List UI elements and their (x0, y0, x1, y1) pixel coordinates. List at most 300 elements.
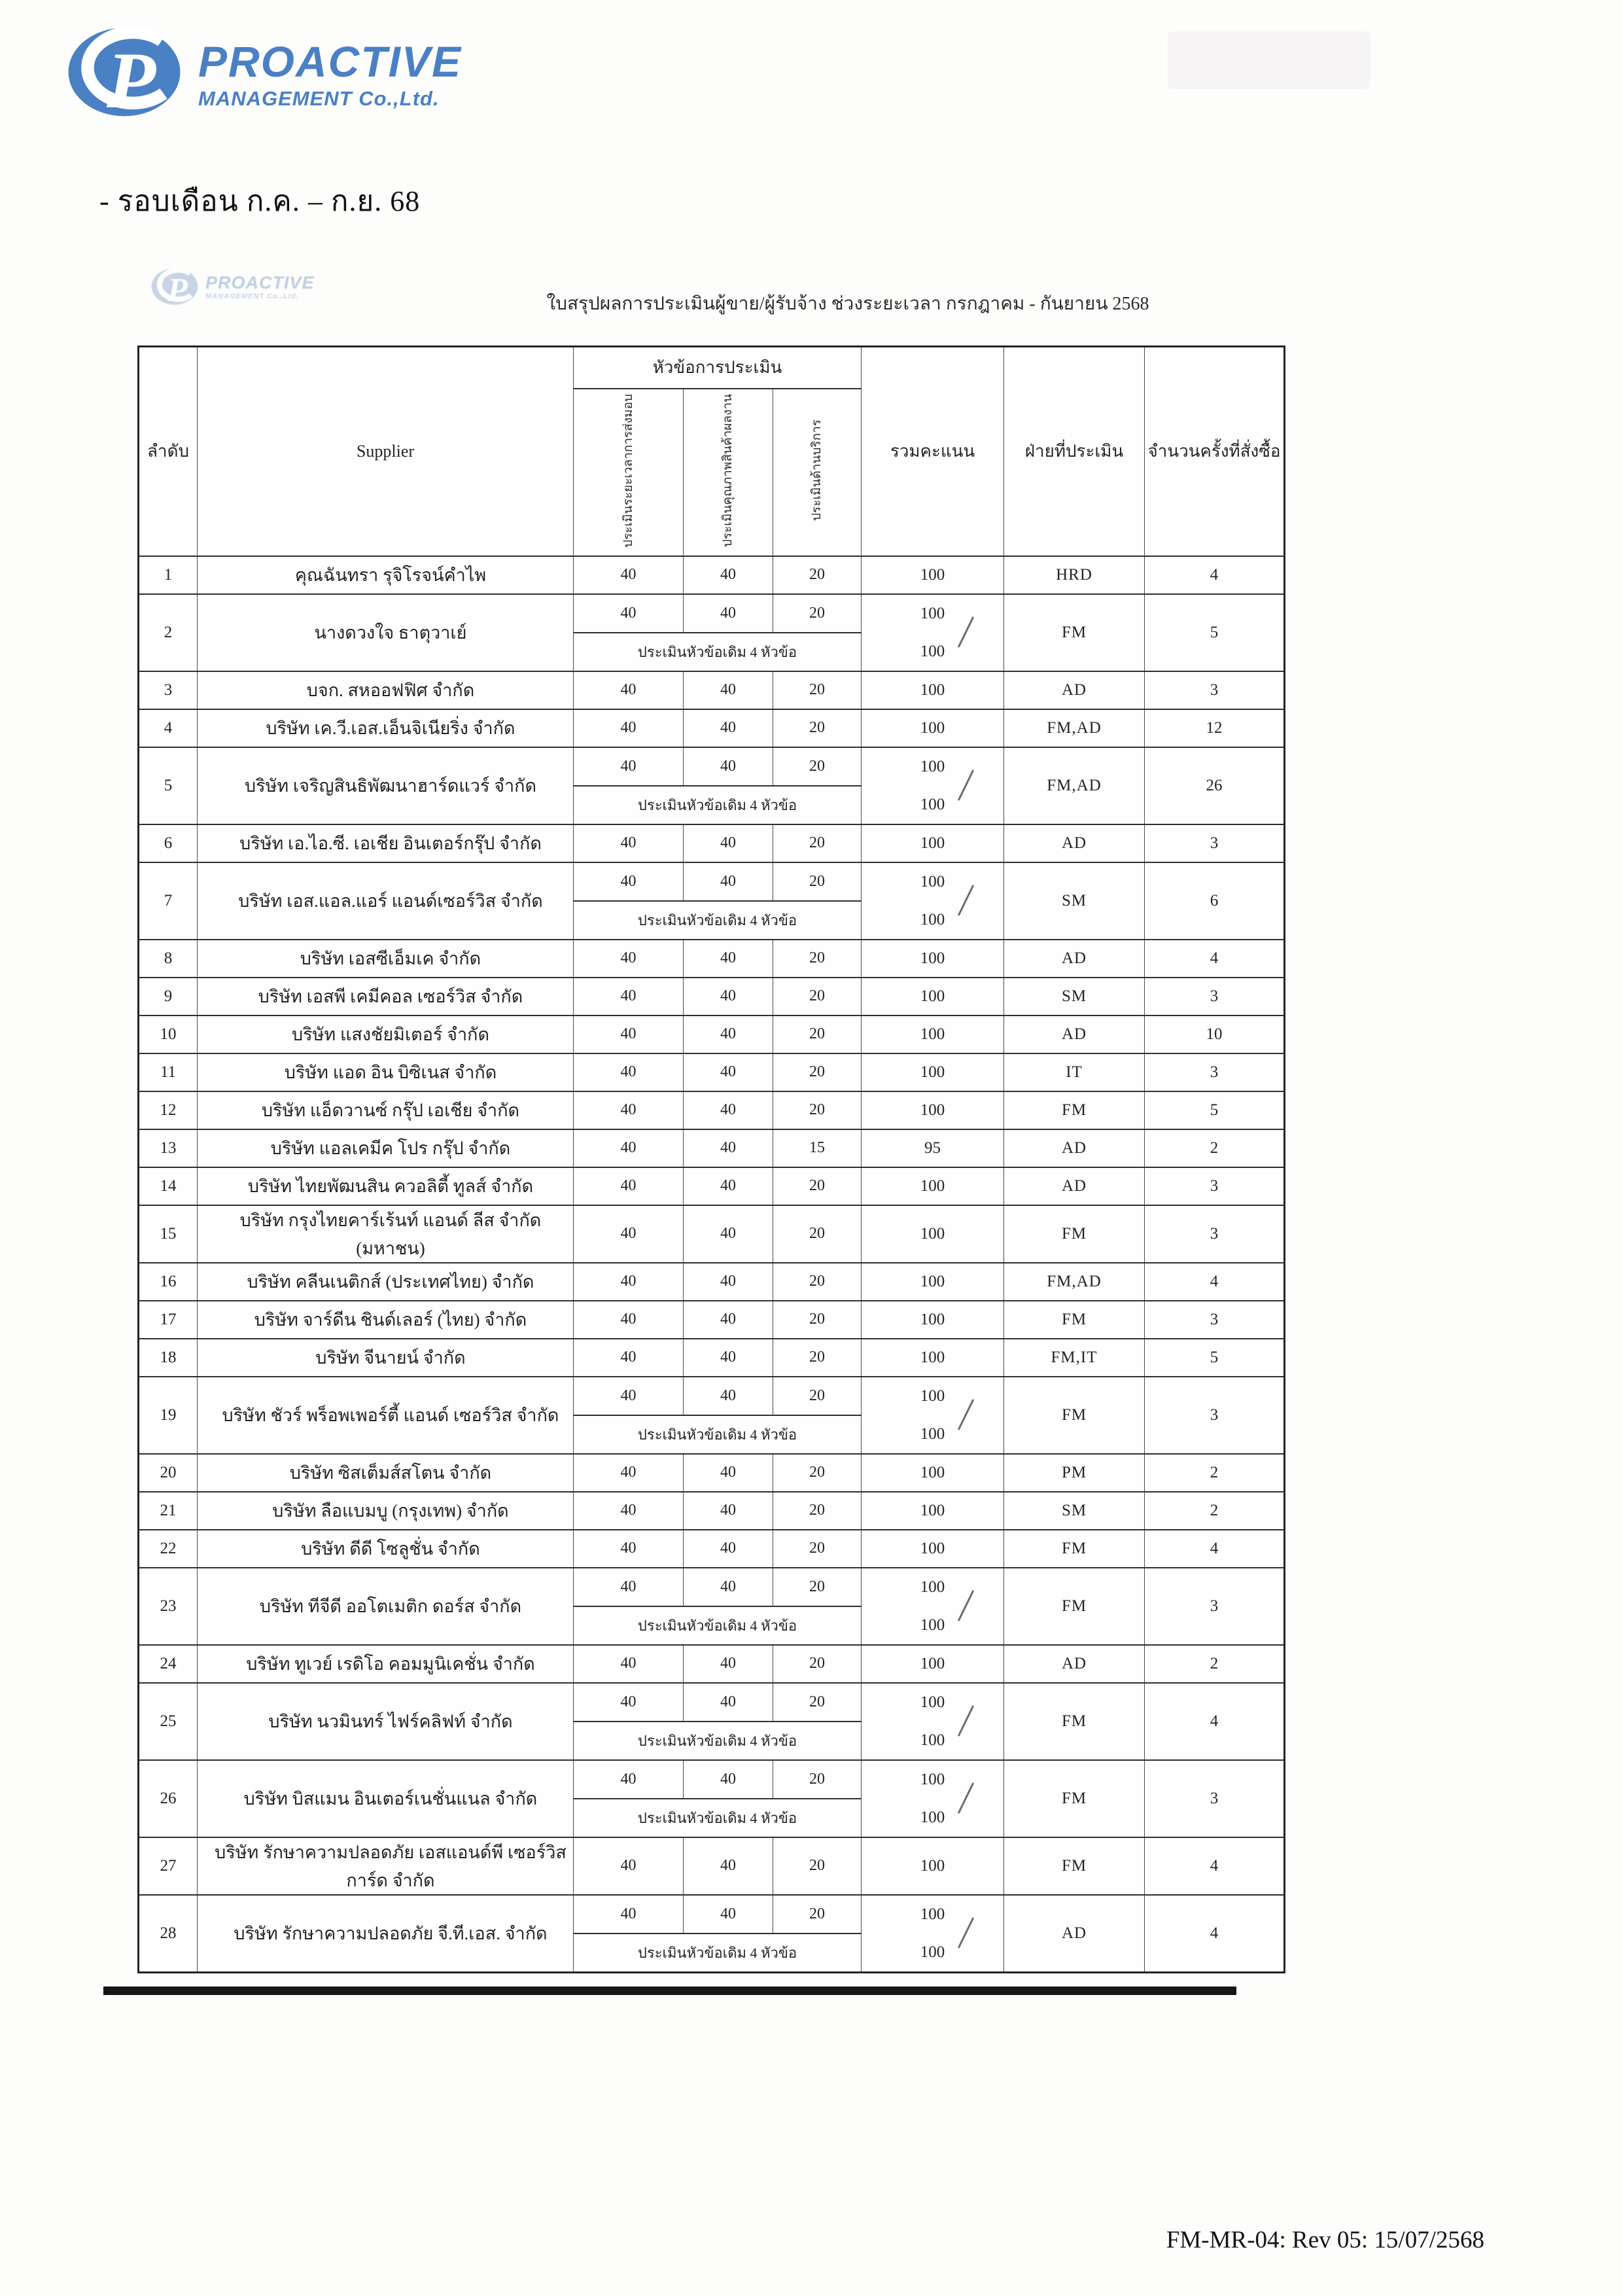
row-number: 7 (139, 862, 198, 940)
total-score-first: 100 (920, 1693, 945, 1711)
logo-name-text: PROACTIVE (198, 37, 462, 86)
row-number: 1 (139, 556, 198, 594)
purchase-count: 3 (1145, 1167, 1285, 1205)
purchase-count: 2 (1145, 1454, 1285, 1492)
header-evaluation-topics-group: หัวข้อการประเมิน (574, 347, 862, 389)
score-quality: 40 (684, 671, 773, 709)
evaluating-department: FM,AD (1004, 709, 1145, 747)
supplier-name: บริษัท รักษาความปลอดภัย เอสแอนด์พี เซอร์วิส การ์ด จำกัด (198, 1837, 574, 1895)
score-service: 20 (773, 1530, 862, 1568)
purchase-count: 3 (1145, 1301, 1285, 1339)
total-score-first: 100 (920, 872, 945, 891)
purchase-count: 4 (1145, 556, 1285, 594)
supplier-name: บริษัท รักษาความปลอดภัย จี.ที.เอส. จำกัด (198, 1895, 574, 1973)
table-row (139, 1016, 1285, 1053)
purchase-count: 3 (1145, 671, 1285, 709)
score-quality: 40 (684, 1837, 773, 1895)
purchase-count: 4 (1145, 1530, 1285, 1568)
evaluating-department: FM,AD (1004, 747, 1145, 824)
total-score-first: 100 (920, 757, 945, 775)
table-row (139, 824, 1285, 862)
score-quality: 40 (684, 1016, 773, 1053)
row-number: 11 (139, 1053, 198, 1091)
score-delivery: 40 (574, 1129, 684, 1167)
header-total-score: รวมคะแนน (862, 347, 1004, 556)
table-row (139, 1091, 1285, 1129)
total-score: 100 (862, 1837, 1004, 1895)
row-number: 21 (139, 1492, 198, 1530)
total-score: 100 (862, 1205, 1004, 1263)
total-score-cell (862, 594, 1004, 671)
supplier-name: บริษัท เอส.แอล.แอร์ แอนด์เซอร์วิส จำกัด (198, 862, 574, 940)
supplier-name: บริษัท ดีดี โซลูชั่น จำกัด (198, 1530, 574, 1568)
supplier-name: บริษัท แสงชัยมิเตอร์ จำกัด (198, 1016, 574, 1053)
score-delivery: 40 (574, 1492, 684, 1530)
table-body (139, 556, 1285, 1973)
row-number: 27 (139, 1837, 198, 1895)
logo-subtitle-text: MANAGEMENT Co.,Ltd. (198, 86, 440, 110)
purchase-count: 3 (1145, 1053, 1285, 1091)
score-service: 15 (773, 1129, 862, 1167)
table-row (139, 747, 1285, 786)
supplier-name: บริษัท แอด อิน บิซิเนส จำกัด (198, 1053, 574, 1091)
supplier-name: บริษัท แอ็ดวานซ์ กรุ๊ป เอเชีย จำกัด (198, 1091, 574, 1129)
score-service: 20 (773, 1301, 862, 1339)
total-score-first: 100 (920, 604, 945, 622)
row-number: 28 (139, 1895, 198, 1973)
total-score-first: 100 (920, 1386, 945, 1405)
score-service: 20 (773, 1053, 862, 1091)
svg-text:P: P (107, 35, 156, 125)
table-row (139, 862, 1285, 901)
purchase-count: 10 (1145, 1016, 1285, 1053)
purchase-count: 4 (1145, 1837, 1285, 1895)
score-quality: 40 (684, 1568, 773, 1606)
repeat-evaluation-note: ประเมินหัวข้อเดิม 4 หัวข้อ (574, 901, 862, 940)
total-score-second: 100 (920, 1943, 945, 1961)
row-number: 16 (139, 1263, 198, 1301)
total-score-second: 100 (920, 1808, 945, 1826)
supplier-name: บริษัท เอ.ไอ.ซี. เอเชีย อินเตอร์กรุ๊ป จำกัด (198, 824, 574, 862)
purchase-count: 3 (1145, 978, 1285, 1016)
faded-logo-subtitle-text: MANAGEMENT Co.,Ltd. (205, 292, 300, 300)
score-service: 20 (773, 1263, 862, 1301)
total-score: 100 (862, 824, 1004, 862)
supplier-evaluation-table (137, 345, 1285, 1973)
row-number: 5 (139, 747, 198, 824)
score-quality: 40 (684, 556, 773, 594)
supplier-name: บริษัท เค.วี.เอส.เอ็นจิเนียริ่ง จำกัด (198, 709, 574, 747)
row-number: 22 (139, 1530, 198, 1568)
document-reference: FM-MR-04: Rev 05: 15/07/2568 (1166, 2227, 1484, 2253)
repeat-evaluation-note: ประเมินหัวข้อเดิม 4 หัวข้อ (574, 1799, 862, 1837)
score-quality: 40 (684, 1377, 773, 1415)
score-quality: 40 (684, 594, 773, 633)
purchase-count: 4 (1145, 1683, 1285, 1760)
table-header (139, 347, 1285, 556)
purchase-count: 3 (1145, 1377, 1285, 1454)
score-service: 20 (773, 940, 862, 978)
score-delivery: 40 (574, 1760, 684, 1799)
score-quality: 40 (684, 709, 773, 747)
evaluating-department: FM (1004, 1760, 1145, 1837)
total-score-cell (862, 1568, 1004, 1645)
score-service: 20 (773, 1760, 862, 1799)
score-delivery: 40 (574, 1683, 684, 1722)
score-service: 20 (773, 1377, 862, 1415)
total-score-second: 100 (920, 910, 945, 928)
score-quality: 40 (684, 862, 773, 901)
evaluating-department: FM (1004, 1568, 1145, 1645)
total-score-first: 100 (920, 1905, 945, 1923)
score-service: 20 (773, 1837, 862, 1895)
score-quality: 40 (684, 1760, 773, 1799)
total-score: 100 (862, 1492, 1004, 1530)
score-service: 20 (773, 1205, 862, 1263)
evaluating-department: AD (1004, 940, 1145, 978)
evaluating-department: FM,AD (1004, 1263, 1145, 1301)
bottom-scan-rule (103, 1987, 1236, 1995)
total-score: 100 (862, 556, 1004, 594)
purchase-count: 6 (1145, 862, 1285, 940)
total-score-second: 100 (920, 1424, 945, 1443)
repeat-evaluation-note: ประเมินหัวข้อเดิม 4 หัวข้อ (574, 1934, 862, 1972)
purchase-count: 5 (1145, 1091, 1285, 1129)
evaluating-department: FM (1004, 1205, 1145, 1263)
header-purchase-count: จำนวนครั้งที่สั่งซื้อ (1145, 347, 1285, 556)
total-score-first: 100 (920, 1770, 945, 1788)
form-title-row (137, 262, 1283, 345)
repeat-evaluation-note: ประเมินหัวข้อเดิม 4 หัวข้อ (574, 1606, 862, 1645)
score-quality: 40 (684, 1895, 773, 1934)
supplier-name: คุณฉันทรา รุจิโรจน์คำไพ (198, 556, 574, 594)
table-row (139, 1645, 1285, 1683)
score-quality: 40 (684, 1339, 773, 1377)
table-row (139, 1568, 1285, 1606)
supplier-name: บริษัท ทีจีดี ออโตเมติก ดอร์ส จำกัด (198, 1568, 574, 1645)
supplier-name: บริษัท คลีนเนติกส์ (ประเทศไทย) จำกัด (198, 1263, 574, 1301)
row-number: 19 (139, 1377, 198, 1454)
header-delivery-evaluation (574, 389, 684, 556)
score-delivery: 40 (574, 1301, 684, 1339)
score-service: 20 (773, 1683, 862, 1722)
table-row (139, 556, 1285, 594)
proactive-logo-icon-small (149, 267, 200, 308)
score-service: 20 (773, 1016, 862, 1053)
repeat-evaluation-note: ประเมินหัวข้อเดิม 4 หัวข้อ (574, 1722, 862, 1760)
table-row (139, 978, 1285, 1016)
score-delivery: 40 (574, 1205, 684, 1263)
evaluating-department: SM (1004, 862, 1145, 940)
evaluating-department: SM (1004, 1492, 1145, 1530)
proactive-logo-icon (62, 25, 186, 123)
total-score-second: 100 (920, 795, 945, 813)
repeat-evaluation-note: ประเมินหัวข้อเดิม 4 หัวข้อ (574, 633, 862, 671)
score-delivery: 40 (574, 1837, 684, 1895)
table-row (139, 1129, 1285, 1167)
period-heading: - รอบเดือน ก.ค. – ก.ย. 68 (99, 185, 421, 217)
evaluating-department: FM (1004, 1091, 1145, 1129)
header-evaluating-department: ฝ่ายที่ประเมิน (1004, 347, 1145, 556)
evaluating-department: FM (1004, 1301, 1145, 1339)
faded-stamp-artifact (1168, 31, 1370, 89)
table-row (139, 709, 1285, 747)
score-delivery: 40 (574, 978, 684, 1016)
supplier-name: บริษัท กรุงไทยคาร์เร้นท์ แอนด์ ลีส จำกัด (มหาชน) (198, 1205, 574, 1263)
score-delivery: 40 (574, 1454, 684, 1492)
row-number: 2 (139, 594, 198, 671)
table-row (139, 1167, 1285, 1205)
purchase-count: 4 (1145, 1263, 1285, 1301)
score-service: 20 (773, 1167, 862, 1205)
evaluating-department: AD (1004, 1016, 1145, 1053)
score-service: 20 (773, 671, 862, 709)
total-score: 100 (862, 1454, 1004, 1492)
score-service: 20 (773, 978, 862, 1016)
evaluating-department: FM (1004, 1837, 1145, 1895)
purchase-count: 2 (1145, 1129, 1285, 1167)
total-score: 100 (862, 709, 1004, 747)
purchase-count: 3 (1145, 824, 1285, 862)
row-number: 3 (139, 671, 198, 709)
table-row (139, 1492, 1285, 1530)
total-score: 100 (862, 1263, 1004, 1301)
evaluating-department: IT (1004, 1053, 1145, 1091)
evaluating-department: FM (1004, 1377, 1145, 1454)
row-number: 9 (139, 978, 198, 1016)
supplier-name: บจก. สหออฟฟิศ จำกัด (198, 671, 574, 709)
score-delivery: 40 (574, 1016, 684, 1053)
total-score-cell (862, 1895, 1004, 1973)
evaluating-department: FM (1004, 1683, 1145, 1760)
row-number: 13 (139, 1129, 198, 1167)
score-quality: 40 (684, 824, 773, 862)
score-delivery: 40 (574, 594, 684, 633)
evaluating-department: AD (1004, 1129, 1145, 1167)
row-number: 6 (139, 824, 198, 862)
score-quality: 40 (684, 1645, 773, 1683)
evaluating-department: SM (1004, 978, 1145, 1016)
supplier-name: บริษัท ลือแบมบู (กรุงเทพ) จำกัด (198, 1492, 574, 1530)
score-delivery: 40 (574, 556, 684, 594)
score-quality: 40 (684, 1301, 773, 1339)
score-service: 20 (773, 862, 862, 901)
score-delivery: 40 (574, 1530, 684, 1568)
repeat-evaluation-note: ประเมินหัวข้อเดิม 4 หัวข้อ (574, 1415, 862, 1454)
score-quality: 40 (684, 1492, 773, 1530)
score-delivery: 40 (574, 1895, 684, 1934)
score-quality: 40 (684, 1530, 773, 1568)
row-number: 23 (139, 1568, 198, 1645)
table-row (139, 1895, 1285, 1934)
score-delivery: 40 (574, 1053, 684, 1091)
purchase-count: 2 (1145, 1645, 1285, 1683)
evaluating-department: AD (1004, 671, 1145, 709)
rotated-label-service: ประเมินด้านบริการ (810, 419, 824, 521)
total-score: 100 (862, 1339, 1004, 1377)
score-service: 20 (773, 709, 862, 747)
supplier-name: บริษัท จาร์ดีน ชินด์เลอร์ (ไทย) จำกัด (198, 1301, 574, 1339)
supplier-name: บริษัท เจริญสินธิพัฒนาฮาร์ดแวร์ จำกัด (198, 747, 574, 824)
score-delivery: 40 (574, 940, 684, 978)
score-delivery: 40 (574, 1377, 684, 1415)
supplier-name: บริษัท บิสแมน อินเตอร์เนชั่นแนล จำกัด (198, 1760, 574, 1837)
table-row (139, 1205, 1285, 1263)
table-row (139, 594, 1285, 633)
score-delivery: 40 (574, 1645, 684, 1683)
score-delivery: 40 (574, 709, 684, 747)
total-score: 100 (862, 1301, 1004, 1339)
purchase-count: 5 (1145, 1339, 1285, 1377)
table-row (139, 1837, 1285, 1895)
score-service: 20 (773, 594, 862, 633)
score-quality: 40 (684, 1205, 773, 1263)
total-score: 100 (862, 1167, 1004, 1205)
table-row (139, 1683, 1285, 1722)
score-service: 20 (773, 824, 862, 862)
score-quality: 40 (684, 978, 773, 1016)
supplier-name: บริษัท ซิสเต็มส์สโตน จำกัด (198, 1454, 574, 1492)
evaluation-form (137, 262, 1283, 1995)
evaluating-department: AD (1004, 1167, 1145, 1205)
table-row (139, 1301, 1285, 1339)
purchase-count: 12 (1145, 709, 1285, 747)
purchase-count: 2 (1145, 1492, 1285, 1530)
row-number: 25 (139, 1683, 198, 1760)
rotated-label-quality: ประเมินคุณภาพสินค้าผลงาน (721, 393, 735, 548)
total-score-second: 100 (920, 1616, 945, 1634)
table-row (139, 1530, 1285, 1568)
table-row (139, 1760, 1285, 1799)
score-quality: 40 (684, 1454, 773, 1492)
supplier-name: บริษัท เอสพี เคมีคอล เซอร์วิส จำกัด (198, 978, 574, 1016)
faded-logo-name-text: PROACTIVE (205, 273, 315, 292)
score-quality: 40 (684, 1167, 773, 1205)
table-row (139, 1053, 1285, 1091)
evaluating-department: AD (1004, 1895, 1145, 1973)
supplier-name: บริษัท แอลเคมีค โปร กรุ๊ป จำกัด (198, 1129, 574, 1167)
score-quality: 40 (684, 1091, 773, 1129)
purchase-count: 3 (1145, 1760, 1285, 1837)
total-score-second: 100 (920, 1731, 945, 1749)
evaluating-department: AD (1004, 824, 1145, 862)
score-service: 20 (773, 1568, 862, 1606)
logo-text-block (198, 37, 462, 110)
total-score: 95 (862, 1129, 1004, 1167)
purchase-count: 4 (1145, 940, 1285, 978)
evaluating-department: AD (1004, 1645, 1145, 1683)
row-number: 15 (139, 1205, 198, 1263)
row-number: 18 (139, 1339, 198, 1377)
header-supplier: Supplier (198, 347, 574, 556)
evaluating-department: FM (1004, 1530, 1145, 1568)
total-score: 100 (862, 671, 1004, 709)
total-score-cell (862, 1377, 1004, 1454)
total-score-first: 100 (920, 1578, 945, 1596)
row-number: 4 (139, 709, 198, 747)
score-service: 20 (773, 556, 862, 594)
total-score: 100 (862, 978, 1004, 1016)
form-title: ใบสรุปผลการประเมินผู้ขาย/ผู้รับจ้าง ช่วงระยะเวลา กรกฎาคม - กันยายน 2568 (546, 294, 1149, 314)
supplier-name: บริษัท ทูเวย์ เรดิโอ คอมมูนิเคชั่น จำกัด (198, 1645, 574, 1683)
evaluating-department: HRD (1004, 556, 1145, 594)
score-delivery: 40 (574, 1568, 684, 1606)
score-quality: 40 (684, 1129, 773, 1167)
score-delivery: 40 (574, 671, 684, 709)
score-quality: 40 (684, 940, 773, 978)
score-delivery: 40 (574, 862, 684, 901)
score-service: 20 (773, 1645, 862, 1683)
total-score: 100 (862, 940, 1004, 978)
total-score-cell (862, 1760, 1004, 1837)
supplier-name: บริษัท เอสซีเอ็มเค จำกัด (198, 940, 574, 978)
row-number: 12 (139, 1091, 198, 1129)
table-row (139, 1377, 1285, 1415)
purchase-count: 4 (1145, 1895, 1285, 1973)
svg-text:P: P (167, 272, 188, 309)
score-quality: 40 (684, 1053, 773, 1091)
score-service: 20 (773, 1895, 862, 1934)
company-logo (62, 25, 462, 123)
row-number: 20 (139, 1454, 198, 1492)
score-delivery: 40 (574, 1263, 684, 1301)
score-delivery: 40 (574, 1167, 684, 1205)
score-service: 20 (773, 1091, 862, 1129)
row-number: 26 (139, 1760, 198, 1837)
row-number: 14 (139, 1167, 198, 1205)
score-delivery: 40 (574, 824, 684, 862)
total-score-cell (862, 862, 1004, 940)
row-number: 17 (139, 1301, 198, 1339)
repeat-evaluation-note: ประเมินหัวข้อเดิม 4 หัวข้อ (574, 786, 862, 824)
score-service: 20 (773, 1454, 862, 1492)
score-quality: 40 (684, 747, 773, 786)
supplier-name: บริษัท นวมินทร์ ไฟร์คลิฟท์ จำกัด (198, 1683, 574, 1760)
row-number: 8 (139, 940, 198, 978)
score-quality: 40 (684, 1263, 773, 1301)
supplier-name: บริษัท ชัวร์ พร็อพเพอร์ตี้ แอนด์ เซอร์วิส จำกัด (198, 1377, 574, 1454)
header-quality-evaluation (684, 389, 773, 556)
evaluating-department: PM (1004, 1454, 1145, 1492)
score-delivery: 40 (574, 747, 684, 786)
total-score: 100 (862, 1530, 1004, 1568)
evaluating-department: FM,IT (1004, 1339, 1145, 1377)
evaluating-department: FM (1004, 594, 1145, 671)
row-number: 10 (139, 1016, 198, 1053)
table-row (139, 1263, 1285, 1301)
supplier-name: บริษัท จีนายน์ จำกัด (198, 1339, 574, 1377)
total-score-cell (862, 747, 1004, 824)
total-score: 100 (862, 1016, 1004, 1053)
total-score: 100 (862, 1091, 1004, 1129)
score-service: 20 (773, 1492, 862, 1530)
table-row (139, 1339, 1285, 1377)
faded-company-logo (149, 267, 315, 308)
row-number: 24 (139, 1645, 198, 1683)
score-delivery: 40 (574, 1091, 684, 1129)
header-row-number: ลำดับ (139, 347, 198, 556)
table-row (139, 1454, 1285, 1492)
faded-logo-text-block (205, 274, 315, 300)
total-score: 100 (862, 1053, 1004, 1091)
rotated-label-delivery: ประเมินระยะเวลาการส่งมอบ (621, 393, 635, 548)
score-quality: 40 (684, 1683, 773, 1722)
purchase-count: 26 (1145, 747, 1285, 824)
total-score-second: 100 (920, 642, 945, 660)
purchase-count: 3 (1145, 1205, 1285, 1263)
total-score-cell (862, 1683, 1004, 1760)
score-service: 20 (773, 747, 862, 786)
